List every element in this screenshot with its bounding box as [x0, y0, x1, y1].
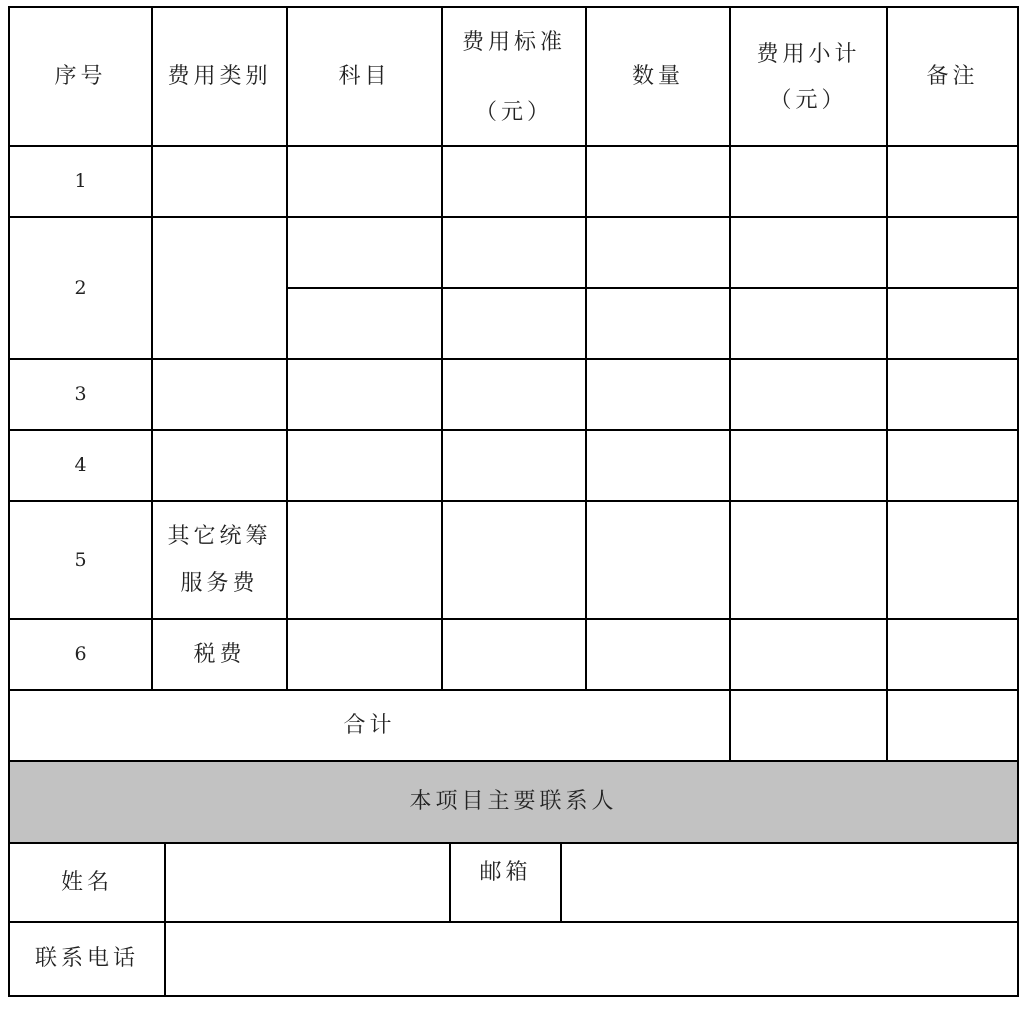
- contact-email-label-cell: [450, 843, 561, 903]
- header-category: 费用类别: [167, 63, 272, 89]
- contact-phone-label-cell: [9, 922, 165, 996]
- header-standard-title: 费用标准: [461, 29, 566, 55]
- row-5-category: [152, 501, 287, 619]
- row-index-2: 2: [74, 276, 87, 299]
- grid-line: [8, 358, 1019, 360]
- grid-line: [8, 760, 1019, 762]
- row-index-5: 5: [74, 548, 87, 571]
- grid-line: [449, 842, 451, 923]
- grid-line: [286, 6, 288, 691]
- header-remarks: 备注: [926, 63, 979, 89]
- grid-line: [8, 618, 1019, 620]
- grid-line: [8, 429, 1019, 431]
- row-index-1: 1: [74, 170, 87, 193]
- contact-name-label: 姓名: [60, 869, 113, 895]
- category-tax: 税费: [193, 641, 246, 667]
- header-index: 序号: [54, 63, 107, 89]
- row-index-4: 4: [74, 454, 87, 477]
- grid-line: [8, 842, 1019, 844]
- grid-line: [8, 995, 1019, 997]
- grid-line: [151, 6, 153, 691]
- grid-line: [560, 842, 562, 923]
- grid-line: [8, 689, 1019, 691]
- contact-phone-label: 联系电话: [34, 946, 139, 972]
- contact-name-field[interactable]: [165, 843, 450, 922]
- header-standard: [442, 7, 586, 146]
- contact-email-field[interactable]: [561, 843, 1018, 922]
- header-subtotal: [730, 7, 887, 146]
- grid-line: [441, 6, 443, 691]
- total-label-cell: [9, 690, 730, 761]
- grid-line: [8, 216, 1019, 218]
- header-subtotal-unit: （元）: [769, 87, 848, 113]
- grid-line: [8, 921, 1019, 923]
- row-index-6: 6: [74, 643, 87, 666]
- contact-name-label-cell: [9, 843, 165, 922]
- contact-email-label: 邮箱: [479, 860, 532, 886]
- grid-line: [8, 500, 1019, 502]
- grid-line: [164, 842, 166, 997]
- grid-line: [286, 287, 1019, 289]
- header-quantity: 数量: [631, 63, 684, 89]
- row-6-category: [152, 619, 287, 690]
- grid-line: [8, 145, 1019, 147]
- row-index-3: 3: [74, 383, 87, 406]
- grid-line: [8, 6, 1019, 8]
- grid-line: [1017, 6, 1019, 997]
- total-label: 合计: [343, 712, 396, 738]
- grid-line: [8, 6, 10, 997]
- header-standard-unit: （元）: [474, 99, 553, 125]
- header-subtotal-title: 费用小计: [756, 41, 861, 67]
- grid-line: [729, 6, 731, 762]
- category-other-services-line1: 其它统筹: [167, 524, 272, 549]
- contact-section-header: [9, 761, 1018, 843]
- contact-section-title: 本项目主要联系人: [409, 789, 618, 815]
- header-item: 科目: [338, 63, 391, 89]
- contact-phone-field[interactable]: [165, 922, 1018, 996]
- grid-line: [886, 6, 888, 762]
- category-other-services-line2: 服务费: [180, 571, 259, 596]
- grid-line: [585, 6, 587, 691]
